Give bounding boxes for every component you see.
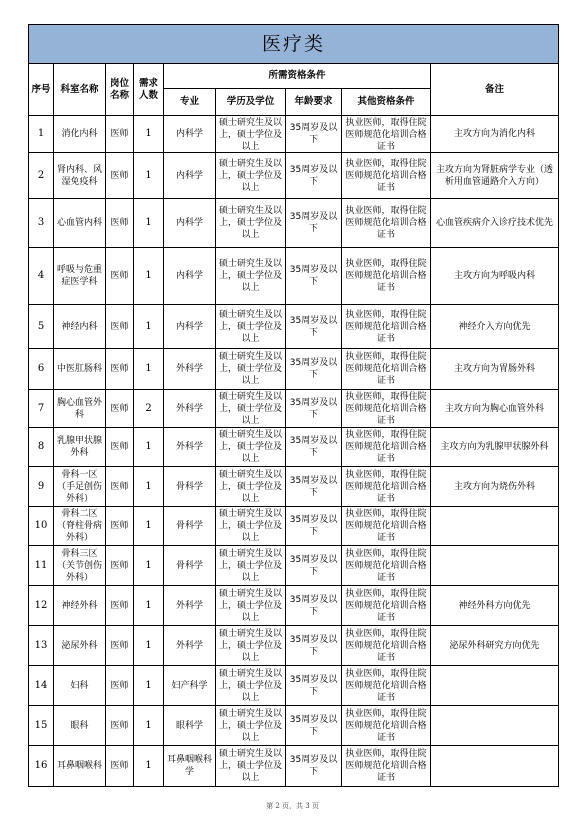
other-qualification-cell xyxy=(342,507,431,546)
dept-name-cell: 心血管内科 xyxy=(54,199,106,248)
required-count-cell: 1 xyxy=(134,199,164,248)
education-text: 硕士研究生及以上，硕士学位及以上 xyxy=(218,509,282,543)
education-text: 硕士研究生及以上，硕士学位及以上 xyxy=(218,206,282,240)
other-qualification-text: 执业医师，取得住院医师规范化培训合格证书 xyxy=(345,309,427,344)
other-qualification-cell xyxy=(342,390,431,428)
age-requirement-text: 35周岁及以下 xyxy=(289,475,338,498)
post-name-cell: 医师 xyxy=(106,586,134,626)
row-index-cell: 10 xyxy=(29,507,54,546)
table-row xyxy=(29,305,559,349)
age-requirement-cell xyxy=(286,626,342,666)
age-requirement-text: 35周岁及以下 xyxy=(289,265,338,287)
age-requirement-cell xyxy=(286,199,342,248)
dept-name-cell: 神经内科 xyxy=(54,305,106,349)
age-requirement-cell xyxy=(286,153,342,199)
age-requirement-cell xyxy=(286,706,342,746)
dept-name-cell: 妇科 xyxy=(54,666,106,706)
dept-name-cell: 呼吸与危重症医学科 xyxy=(54,248,106,305)
major-cell: 外科学 xyxy=(164,586,216,626)
major-cell: 外科学 xyxy=(164,626,216,666)
note-cell xyxy=(431,546,559,586)
major-cell: 外科学 xyxy=(164,390,216,428)
other-qualification-text: 执业医师，取得住院医师规范化培训合格证书 xyxy=(345,588,427,623)
education-cell xyxy=(216,199,286,248)
header-index: 序号 xyxy=(29,64,54,116)
required-count-cell: 1 xyxy=(134,507,164,546)
age-requirement-cell xyxy=(286,746,342,787)
required-count-cell: 1 xyxy=(134,305,164,349)
note-cell: 主攻方向为呼吸内科 xyxy=(431,248,559,305)
education-text: 硕士研究生及以上，硕士学位及以上 xyxy=(218,309,282,344)
other-qualification-text: 执业医师，取得住院医师规范化培训合格证书 xyxy=(345,206,427,240)
post-name-cell: 医师 xyxy=(106,390,134,428)
other-qualification-cell xyxy=(342,305,431,349)
other-qualification-cell xyxy=(342,546,431,586)
required-count-cell: 1 xyxy=(134,248,164,305)
post-name-cell: 医师 xyxy=(106,199,134,248)
row-index-cell: 13 xyxy=(29,626,54,666)
post-name-cell: 医师 xyxy=(106,305,134,349)
other-qualification-text: 执业医师，取得住院医师规范化培训合格证书 xyxy=(345,509,427,543)
age-requirement-cell xyxy=(286,546,342,586)
education-text: 硕士研究生及以上，硕士学位及以上 xyxy=(218,391,282,426)
age-requirement-text: 35周岁及以下 xyxy=(289,212,338,234)
post-name-cell: 医师 xyxy=(106,546,134,586)
other-qualification-cell xyxy=(342,116,431,153)
header-post: 岗位名称 xyxy=(106,64,134,116)
required-count-cell: 1 xyxy=(134,116,164,153)
note-cell: 主攻方向为乳腺甲状腺外科 xyxy=(431,428,559,467)
other-qualification-cell xyxy=(342,666,431,706)
dept-name-cell: 耳鼻咽喉科 xyxy=(54,746,106,787)
major-cell: 外科学 xyxy=(164,349,216,390)
major-cell: 内科学 xyxy=(164,248,216,305)
dept-name-cell: 乳腺甲状腺外科 xyxy=(54,428,106,467)
note-cell: 主攻方向为消化内科 xyxy=(431,116,559,153)
education-cell xyxy=(216,706,286,746)
dept-name-cell: 中医肛肠科 xyxy=(54,349,106,390)
note-cell: 主攻方向为胃肠外科 xyxy=(431,349,559,390)
education-cell xyxy=(216,746,286,787)
age-requirement-text: 35周岁及以下 xyxy=(289,397,338,420)
age-requirement-cell xyxy=(286,428,342,467)
age-requirement-cell xyxy=(286,390,342,428)
major-cell: 骨科学 xyxy=(164,546,216,586)
age-requirement-text: 35周岁及以下 xyxy=(289,164,338,187)
major-cell: 内科学 xyxy=(164,305,216,349)
major-cell: 骨科学 xyxy=(164,467,216,507)
recruitment-table xyxy=(28,24,559,787)
dept-name-cell: 骨科二区（脊柱骨病外科） xyxy=(54,507,106,546)
age-requirement-text: 35周岁及以下 xyxy=(289,436,338,458)
table-row xyxy=(29,390,559,428)
required-count-cell: 1 xyxy=(134,626,164,666)
post-name-cell: 医师 xyxy=(106,349,134,390)
age-requirement-text: 35周岁及以下 xyxy=(289,674,338,697)
education-cell xyxy=(216,467,286,507)
note-cell: 主攻方向为肾脏病学专业（透析用血管通路介入方向） xyxy=(431,153,559,199)
other-qualification-cell xyxy=(342,706,431,746)
dept-name-cell: 眼科 xyxy=(54,706,106,746)
age-requirement-text: 35周岁及以下 xyxy=(289,594,338,617)
table-row xyxy=(29,586,559,626)
education-text: 硕士研究生及以上，硕士学位及以上 xyxy=(218,668,282,703)
required-count-cell: 1 xyxy=(134,666,164,706)
education-cell xyxy=(216,626,286,666)
age-requirement-text: 35周岁及以下 xyxy=(289,515,338,537)
table-row xyxy=(29,199,559,248)
education-text: 硕士研究生及以上，硕士学位及以上 xyxy=(218,708,282,743)
row-index-cell: 1 xyxy=(29,116,54,153)
education-cell xyxy=(216,116,286,153)
age-requirement-text: 35周岁及以下 xyxy=(289,554,338,577)
post-name-cell: 医师 xyxy=(106,746,134,787)
major-cell: 内科学 xyxy=(164,116,216,153)
dept-name-cell: 胸心血管外科 xyxy=(54,390,106,428)
note-cell xyxy=(431,507,559,546)
education-text: 硕士研究生及以上，硕士学位及以上 xyxy=(218,548,282,583)
row-index-cell: 2 xyxy=(29,153,54,199)
required-count-cell: 1 xyxy=(134,546,164,586)
post-name-cell: 医师 xyxy=(106,666,134,706)
other-qualification-text: 执业医师，取得住院医师规范化培训合格证书 xyxy=(345,430,427,464)
table-row xyxy=(29,467,559,507)
other-qualification-cell xyxy=(342,428,431,467)
header-count: 需求人数 xyxy=(134,64,164,116)
header-qualification-group: 所需资格条件 xyxy=(164,64,431,89)
table-row xyxy=(29,248,559,305)
row-index-cell: 8 xyxy=(29,428,54,467)
education-text: 硕士研究生及以上，硕士学位及以上 xyxy=(218,588,282,623)
row-index-cell: 4 xyxy=(29,248,54,305)
other-qualification-text: 执业医师，取得住院医师规范化培训合格证书 xyxy=(345,158,427,193)
age-requirement-cell xyxy=(286,586,342,626)
note-cell: 神经介入方向优先 xyxy=(431,305,559,349)
row-index-cell: 7 xyxy=(29,390,54,428)
note-cell xyxy=(431,706,559,746)
table-row xyxy=(29,746,559,787)
age-requirement-cell xyxy=(286,248,342,305)
table-row xyxy=(29,428,559,467)
other-qualification-cell xyxy=(342,349,431,390)
table-row xyxy=(29,626,559,666)
table-row xyxy=(29,546,559,586)
major-cell: 骨科学 xyxy=(164,507,216,546)
header-major: 专业 xyxy=(164,89,216,116)
dept-name-cell: 肾内科、风湿免疫科 xyxy=(54,153,106,199)
row-index-cell: 16 xyxy=(29,746,54,787)
other-qualification-text: 执业医师，取得住院医师规范化培训合格证书 xyxy=(345,117,427,152)
row-index-cell: 3 xyxy=(29,199,54,248)
age-requirement-text: 35周岁及以下 xyxy=(289,358,338,380)
other-qualification-text: 执业医师，取得住院医师规范化培训合格证书 xyxy=(345,668,427,703)
education-cell xyxy=(216,390,286,428)
age-requirement-cell xyxy=(286,305,342,349)
table-row xyxy=(29,153,559,199)
other-qualification-cell xyxy=(342,248,431,305)
education-cell xyxy=(216,586,286,626)
note-cell xyxy=(431,666,559,706)
required-count-cell: 1 xyxy=(134,586,164,626)
row-index-cell: 9 xyxy=(29,467,54,507)
other-qualification-text: 执业医师，取得住院医师规范化培训合格证书 xyxy=(345,352,427,386)
other-qualification-cell xyxy=(342,199,431,248)
other-qualification-cell xyxy=(342,746,431,787)
row-index-cell: 12 xyxy=(29,586,54,626)
required-count-cell: 2 xyxy=(134,390,164,428)
post-name-cell: 医师 xyxy=(106,507,134,546)
note-cell: 心血管疾病介入诊疗技术优先 xyxy=(431,199,559,248)
other-qualification-text: 执业医师，取得住院医师规范化培训合格证书 xyxy=(345,469,427,504)
education-cell xyxy=(216,428,286,467)
header-age: 年龄要求 xyxy=(286,89,342,116)
post-name-cell: 医师 xyxy=(106,706,134,746)
other-qualification-cell xyxy=(342,626,431,666)
note-cell xyxy=(431,746,559,787)
education-text: 硕士研究生及以上，硕士学位及以上 xyxy=(218,352,282,386)
row-index-cell: 5 xyxy=(29,305,54,349)
post-name-cell: 医师 xyxy=(106,116,134,153)
row-index-cell: 15 xyxy=(29,706,54,746)
table-row xyxy=(29,706,559,746)
page-footer: 第 2 页，共 3 页 xyxy=(266,802,319,810)
education-cell xyxy=(216,305,286,349)
education-cell xyxy=(216,507,286,546)
age-requirement-text: 35周岁及以下 xyxy=(289,755,338,777)
education-text: 硕士研究生及以上，硕士学位及以上 xyxy=(218,259,282,293)
other-qualification-text: 执业医师，取得住院医师规范化培训合格证书 xyxy=(345,628,427,663)
education-text: 硕士研究生及以上，硕士学位及以上 xyxy=(218,469,282,504)
age-requirement-cell xyxy=(286,349,342,390)
major-cell: 内科学 xyxy=(164,199,216,248)
table-row xyxy=(29,666,559,706)
major-cell: 妇产科学 xyxy=(164,666,216,706)
required-count-cell: 1 xyxy=(134,467,164,507)
required-count-cell: 1 xyxy=(134,153,164,199)
major-cell: 外科学 xyxy=(164,428,216,467)
major-cell: 内科学 xyxy=(164,153,216,199)
other-qualification-text: 执业医师，取得住院医师规范化培训合格证书 xyxy=(345,391,427,426)
education-cell xyxy=(216,546,286,586)
dept-name-cell: 骨科三区（关节创伤外科） xyxy=(54,546,106,586)
header-note: 备注 xyxy=(431,64,559,116)
dept-name-cell: 神经外科 xyxy=(54,586,106,626)
age-requirement-cell xyxy=(286,666,342,706)
post-name-cell: 医师 xyxy=(106,428,134,467)
age-requirement-text: 35周岁及以下 xyxy=(289,714,338,737)
other-qualification-text: 执业医师，取得住院医师规范化培训合格证书 xyxy=(345,708,427,743)
header-dept: 科室名称 xyxy=(54,64,106,116)
table-row xyxy=(29,507,559,546)
note-cell: 神经外科方向优先 xyxy=(431,586,559,626)
post-name-cell: 医师 xyxy=(106,248,134,305)
major-cell: 眼科学 xyxy=(164,706,216,746)
header-education: 学历及学位 xyxy=(216,89,286,116)
note-cell: 主攻方向为烧伤外科 xyxy=(431,467,559,507)
note-cell: 泌尿外科研究方向优先 xyxy=(431,626,559,666)
table-row xyxy=(29,116,559,153)
education-cell xyxy=(216,153,286,199)
education-cell xyxy=(216,349,286,390)
education-text: 硕士研究生及以上，硕士学位及以上 xyxy=(218,628,282,663)
dept-name-cell: 消化内科 xyxy=(54,116,106,153)
post-name-cell: 医师 xyxy=(106,626,134,666)
age-requirement-cell xyxy=(286,116,342,153)
age-requirement-text: 35周岁及以下 xyxy=(289,123,338,145)
required-count-cell: 1 xyxy=(134,428,164,467)
other-qualification-text: 执业医师，取得住院医师规范化培训合格证书 xyxy=(345,548,427,583)
header-other: 其他资格条件 xyxy=(342,89,431,116)
age-requirement-cell xyxy=(286,467,342,507)
other-qualification-cell xyxy=(342,153,431,199)
row-index-cell: 11 xyxy=(29,546,54,586)
other-qualification-text: 执业医师，取得住院医师规范化培训合格证书 xyxy=(345,749,427,783)
post-name-cell: 医师 xyxy=(106,153,134,199)
education-cell xyxy=(216,248,286,305)
page-title: 医疗类 xyxy=(29,25,559,64)
required-count-cell: 1 xyxy=(134,349,164,390)
major-cell: 耳鼻咽喉科学 xyxy=(164,746,216,787)
row-index-cell: 14 xyxy=(29,666,54,706)
education-text: 硕士研究生及以上，硕士学位及以上 xyxy=(218,430,282,464)
other-qualification-cell xyxy=(342,586,431,626)
required-count-cell: 1 xyxy=(134,706,164,746)
education-text: 硕士研究生及以上，硕士学位及以上 xyxy=(218,749,282,783)
age-requirement-cell xyxy=(286,507,342,546)
note-cell: 主攻方向为胸心血管外科 xyxy=(431,390,559,428)
education-cell xyxy=(216,666,286,706)
education-text: 硕士研究生及以上，硕士学位及以上 xyxy=(218,117,282,152)
table-row xyxy=(29,349,559,390)
age-requirement-text: 35周岁及以下 xyxy=(289,315,338,338)
education-text: 硕士研究生及以上，硕士学位及以上 xyxy=(218,158,282,193)
other-qualification-text: 执业医师，取得住院医师规范化培训合格证书 xyxy=(345,259,427,293)
post-name-cell: 医师 xyxy=(106,467,134,507)
age-requirement-text: 35周岁及以下 xyxy=(289,634,338,657)
other-qualification-cell xyxy=(342,467,431,507)
row-index-cell: 6 xyxy=(29,349,54,390)
dept-name-cell: 泌尿外科 xyxy=(54,626,106,666)
dept-name-cell: 骨科一区（手足创伤外科） xyxy=(54,467,106,507)
required-count-cell: 1 xyxy=(134,746,164,787)
